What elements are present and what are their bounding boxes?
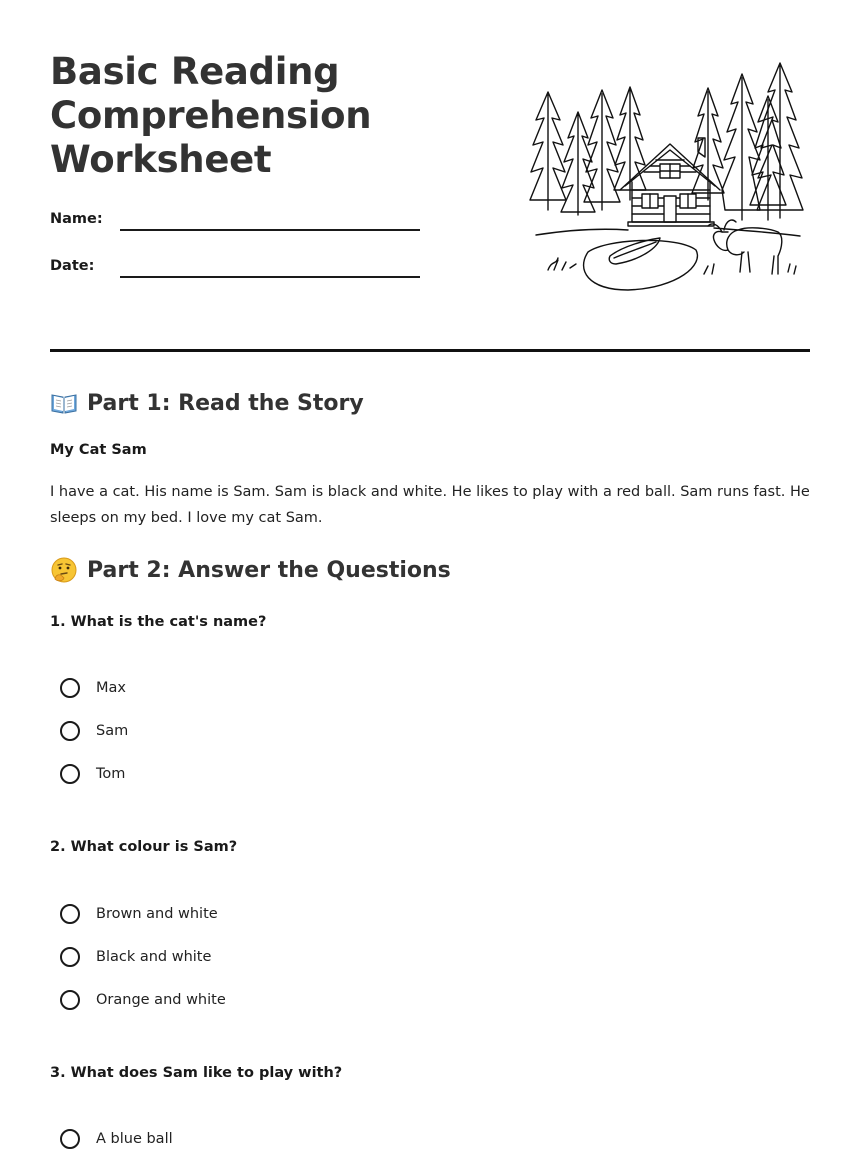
pine-tree-icon <box>722 74 760 220</box>
cabin-forest-illustration <box>528 60 808 295</box>
option-label: Max <box>96 680 126 696</box>
option-label: Sam <box>96 723 129 739</box>
radio-button[interactable] <box>60 764 80 784</box>
pine-tree-icon <box>561 112 595 215</box>
option-label: Orange and white <box>96 992 226 1008</box>
cabin-icon <box>620 138 720 226</box>
story-title: My Cat Sam <box>50 442 147 458</box>
question-2-option-3[interactable] <box>60 987 226 1013</box>
part2-heading <box>50 557 451 583</box>
question-1-option-2[interactable] <box>60 718 128 744</box>
moose-icon <box>708 220 782 274</box>
pine-tree-icon <box>584 90 620 210</box>
question-3-option-1[interactable] <box>60 1126 173 1152</box>
date-label: Date: <box>50 258 95 274</box>
question-2-option-1[interactable] <box>60 901 218 927</box>
date-input[interactable] <box>120 254 420 278</box>
pine-tree-icon <box>757 63 803 218</box>
radio-button[interactable] <box>60 990 80 1010</box>
radio-button[interactable] <box>60 947 80 967</box>
question-2-option-2[interactable] <box>60 944 211 970</box>
part2-heading-text: Part 2: Answer the Questions <box>87 557 451 583</box>
radio-button[interactable] <box>60 904 80 924</box>
radio-button[interactable] <box>60 1129 80 1149</box>
pine-tree-icon <box>692 88 724 200</box>
story-text: I have a cat. His name is Sam. Sam is black and white. He likes to play with a red ball. Sam runs fast. He sleeps on my bed. I love my cat Sam. <box>50 484 810 526</box>
question-1: 1. What is the cat's name? <box>50 614 267 630</box>
open-book-icon <box>50 390 78 416</box>
name-label: Name: <box>50 211 103 227</box>
question-3: 3. What does Sam like to play with? <box>50 1065 343 1081</box>
option-label: Black and white <box>96 949 212 965</box>
option-label: A blue ball <box>96 1131 173 1147</box>
pine-tree-icon <box>530 92 566 210</box>
option-label: Brown and white <box>96 906 218 922</box>
canoe-icon <box>609 238 660 264</box>
option-label: Tom <box>96 766 126 782</box>
pine-tree-icon <box>614 87 646 200</box>
thinking-face-icon <box>50 557 78 583</box>
question-1-option-3[interactable] <box>60 761 125 787</box>
section-divider <box>50 349 810 352</box>
question-1-option-1[interactable] <box>60 675 126 701</box>
radio-button[interactable] <box>60 721 80 741</box>
radio-button[interactable] <box>60 678 80 698</box>
name-input[interactable] <box>120 207 420 231</box>
date-field-row <box>50 254 422 284</box>
part1-heading <box>50 390 364 416</box>
question-2: 2. What colour is Sam? <box>50 839 238 855</box>
name-field-row <box>50 207 422 237</box>
part1-heading-text: Part 1: Read the Story <box>87 390 364 416</box>
worksheet-title: Basic Reading Comprehension Worksheet <box>50 50 372 181</box>
